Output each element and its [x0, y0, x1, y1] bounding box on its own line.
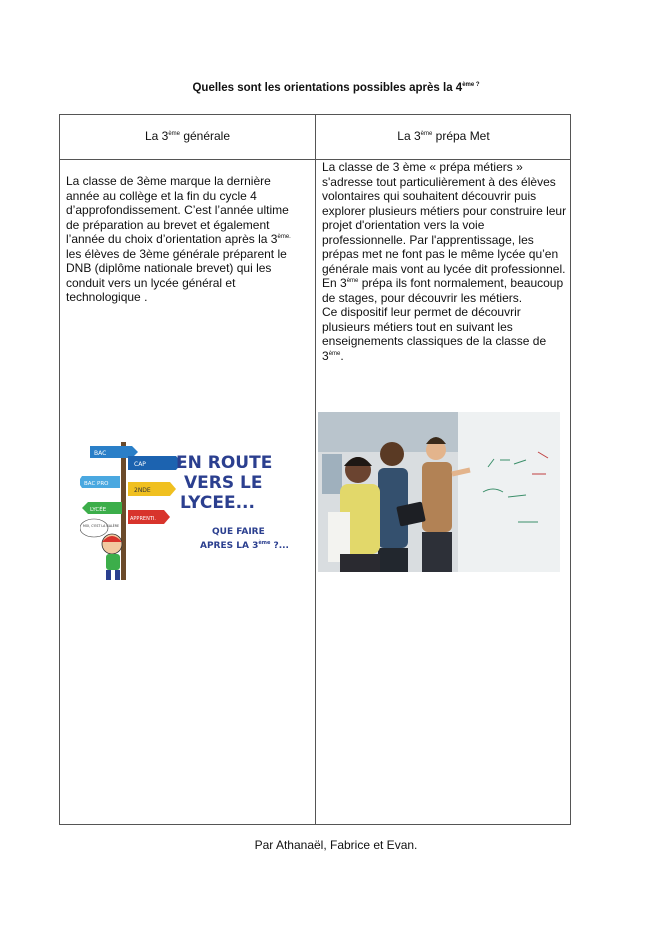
- speech-bubble: [80, 519, 108, 537]
- svg-text:APRES LA 3ème ?...: APRES LA 3ème ?...: [200, 540, 289, 551]
- svg-text:BAC: BAC: [94, 450, 107, 457]
- page-title: [0, 82, 672, 94]
- whiteboard: [458, 412, 560, 572]
- svg-text:APPRENTI.: APPRENTI.: [130, 516, 156, 522]
- svg-text:EN ROUTE: EN ROUTE: [176, 453, 273, 473]
- students-whiteboard-photo: [318, 412, 560, 572]
- illustration-subtitle: [200, 527, 289, 551]
- footer-authors: Par Athanaël, Fabrice et Evan.: [254, 838, 418, 852]
- speech-bubble-text: MOI, C'EST LA GALÈRE: [83, 524, 120, 528]
- svg-text:2NDE: 2NDE: [134, 487, 151, 494]
- svg-text:CAP: CAP: [134, 461, 146, 468]
- cartoon-boy: [102, 534, 122, 580]
- signpost-illustration: [80, 438, 310, 583]
- column-divider: [315, 115, 316, 824]
- svg-text:QUE FAIRE: QUE FAIRE: [212, 527, 265, 537]
- title-sup: ème ?: [462, 82, 480, 89]
- title-text: Quelles sont les orientations possibles après la 4: [192, 82, 463, 94]
- left-column-header: La 3ème générale: [144, 129, 231, 143]
- left-paragraph: La classe de 3ème marque la dernière année au collège et la fin du cycle 4 d’approfondissement. C’est l’année ultime de préparation au brevet et également l’année du choix d’orientation après la $3^{ème.}$ les élèves de 3ème générale préparent le DNB (diplôme nationale brevet) qui les conduit vers un lycée général et technologique .: [66, 174, 291, 304]
- illustration-title: [176, 453, 272, 513]
- svg-text:LYCÉE: LYCÉE: [90, 507, 107, 513]
- comparison-table: [59, 114, 571, 825]
- right-paragraph-1: La classe de 3 ème « prépa métiers » s'adresse tout particulièrement à des élèves volontaires qui souhaitent découvrir puis explorer plusieurs métiers pour construire leur projet d'orientation vers la voie professionnelle. Par l'apprentissage, les prépas met ne font pas le même lycée qu’en générale mais vont au lycée dit professionnel. En 3ème prépa ils font normalement, beaucoup de stages, pour découvrir les métiers.: [322, 160, 567, 305]
- svg-text:BAC PRO: BAC PRO: [84, 481, 109, 487]
- signpost-signs: [80, 446, 182, 524]
- right-paragraph-2: Ce dispositif leur permet de découvrir plusieurs métiers tout en suivant les enseignements classiques de la classe de 3ème.: [322, 305, 547, 363]
- right-column-header: La 3ème prépa Met: [397, 129, 490, 143]
- svg-text:VERS LE: VERS LE: [184, 473, 263, 493]
- svg-text:LYCEE...: LYCEE...: [180, 493, 255, 513]
- right-paragraph: [322, 160, 568, 363]
